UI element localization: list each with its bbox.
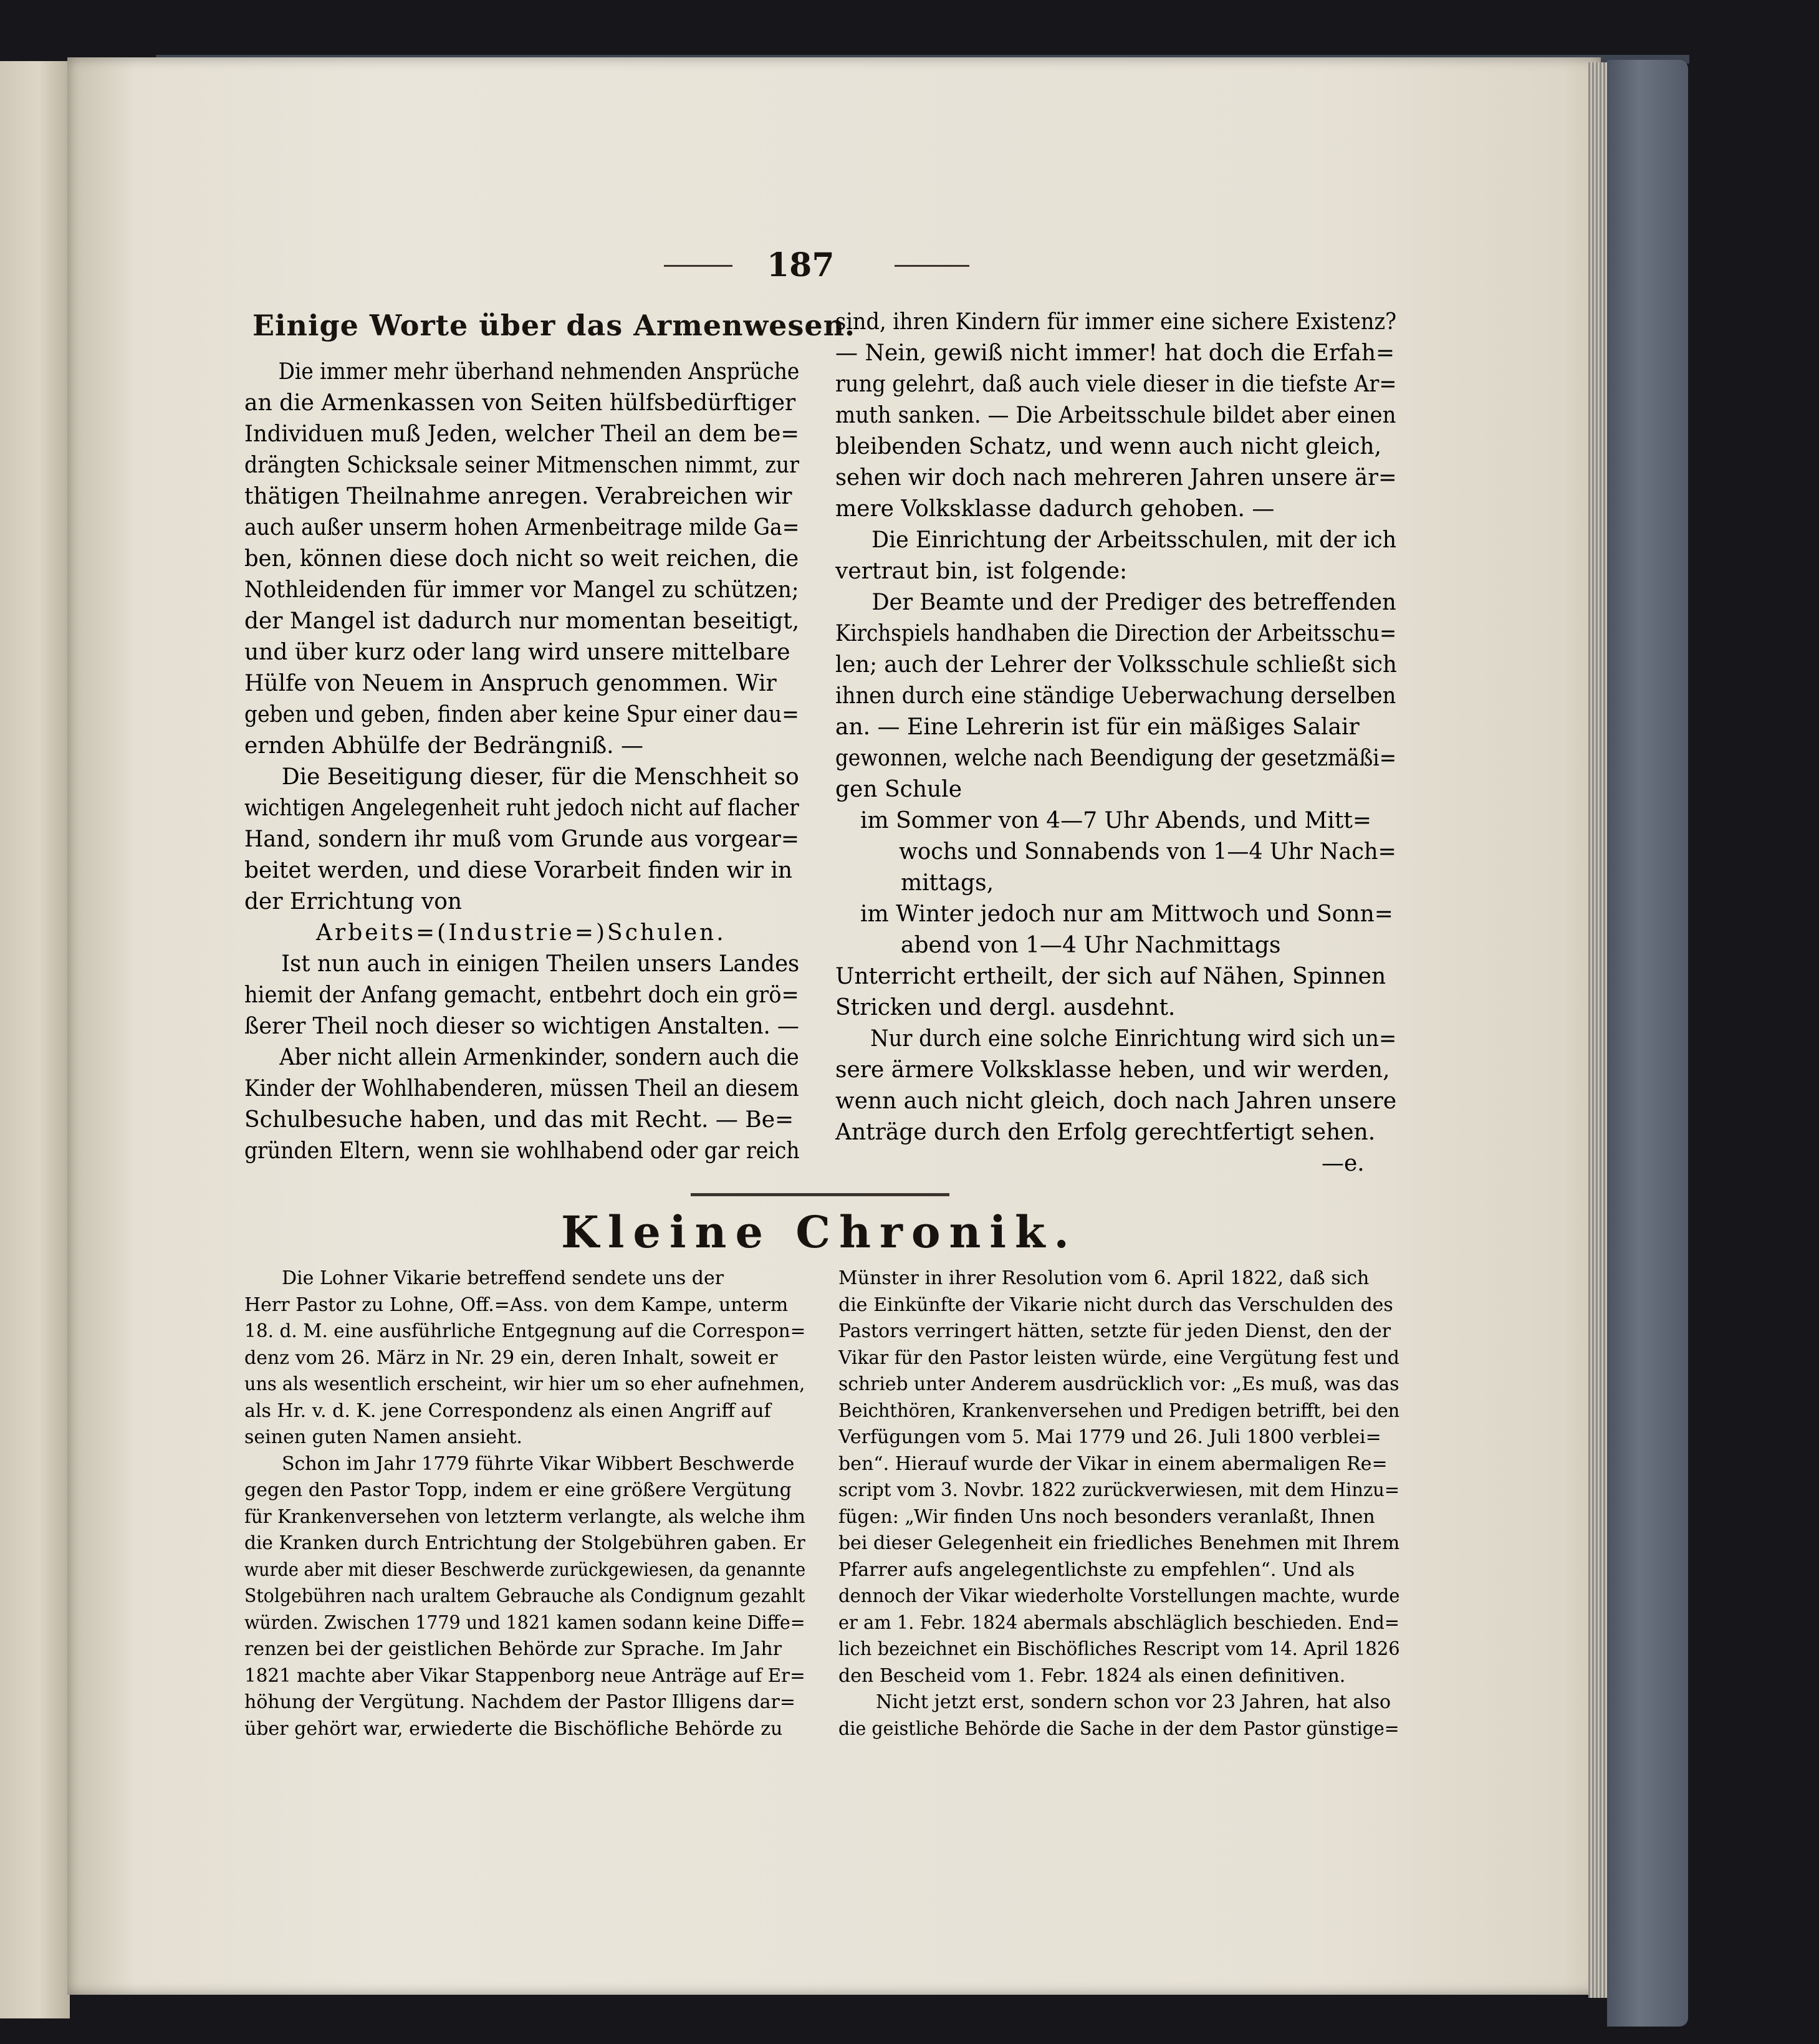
text-line: Münster in ihrer Resolution vom 6. April 1822, daß sich xyxy=(838,1267,1370,1289)
text-line: Individuen muß Jeden, welcher Theil an dem be= xyxy=(244,421,800,447)
text-line: — Nein, gewiß nicht immer! hat doch die Erfah= xyxy=(835,340,1395,366)
text-line: muth sanken. — Die Arbeitsschule bildet aber einen xyxy=(835,403,1396,428)
schedule-line: im Sommer von 4—7 Uhr Abends, und Mitt= xyxy=(860,808,1372,833)
text-line: gründen Eltern, wenn sie wohlhabend oder gar reich xyxy=(244,1138,800,1164)
text-line: Pfarrer aufs angelegentlichste zu empfehlen“. Und als xyxy=(838,1558,1355,1581)
text-line: vertraut bin, ist folgende: xyxy=(835,559,1128,584)
text-line: die Kranken durch Entrichtung der Stolgebühren gaben. Er xyxy=(244,1532,805,1554)
text-line: Ist nun auch in einigen Theilen unsers Landes xyxy=(281,951,800,977)
text-line: gen Schule xyxy=(835,777,962,802)
text-line: Vikar für den Pastor leisten würde, eine Vergütung fest und xyxy=(838,1346,1399,1369)
section-heading: Arbeits=(Industrie=)Schulen. xyxy=(316,920,726,946)
text-line: Hand, sondern ihr muß vom Grunde aus vorgear= xyxy=(244,827,799,852)
text-line: beitet werden, und diese Vorarbeit finden wir in xyxy=(244,858,793,883)
text-line: über gehört war, erwiederte die Bischöfliche Behörde zu xyxy=(244,1717,783,1740)
text-line: ihnen durch eine ständige Ueberwachung derselben xyxy=(835,683,1396,709)
text-line: Schulbesuche haben, und das mit Recht. — Be= xyxy=(244,1107,794,1133)
text-line: Unterricht ertheilt, der sich auf Nähen, Spinnen xyxy=(835,964,1386,989)
book-cover xyxy=(1607,60,1688,2027)
text-line: Nur durch eine solche Einrichtung wird sich un= xyxy=(870,1026,1397,1052)
text-line: die Einkünfte der Vikarie nicht durch das Verschulden des xyxy=(838,1293,1393,1316)
chronicle-title: Kleine Chronik. xyxy=(561,1206,1078,1258)
text-line: ernden Abhülfe der Bedrängniß. — xyxy=(244,733,644,759)
text-line: er am 1. Febr. 1824 abermals abschläglich beschieden. End= xyxy=(838,1611,1400,1634)
text-line: geben und geben, finden aber keine Spur einer dau= xyxy=(244,702,799,727)
article2-right-column xyxy=(838,1265,1399,1742)
text-line: lich bezeichnet ein Bischöfliches Rescript vom 14. April 1826 xyxy=(838,1638,1400,1660)
text-line: Kinder der Wohlhabenderen, müssen Theil an diesem xyxy=(244,1076,799,1101)
text-line: hiemit der Anfang gemacht, entbehrt doch ein grö= xyxy=(244,982,799,1008)
text-line: bei dieser Gelegenheit ein friedliches Benehmen mit Ihrem xyxy=(838,1532,1400,1554)
text-line: rung gelehrt, daß auch viele dieser in die tiefste Ar= xyxy=(835,372,1397,397)
article1-left-column xyxy=(244,357,799,1167)
text-line: Pastors verringert hätten, setzte für jeden Dienst, den der xyxy=(838,1320,1391,1342)
page-number: 187 xyxy=(767,246,835,284)
text-line: denz vom 26. März in Nr. 29 ein, deren Inhalt, soweit er xyxy=(244,1346,778,1369)
schedule-line: wochs und Sonnabends von 1—4 Uhr Nach= xyxy=(899,839,1396,865)
schedule-line: im Winter jedoch nur am Mittwoch und Sonn= xyxy=(860,901,1393,927)
text-line: gegen den Pastor Topp, indem er eine größere Vergütung xyxy=(244,1479,792,1501)
text-line: Nicht jetzt erst, sondern schon vor 23 Jahren, hat also xyxy=(876,1691,1391,1713)
text-line: den Bescheid vom 1. Febr. 1824 als einen definitiven. xyxy=(838,1664,1346,1687)
text-line: Stricken und dergl. ausdehnt. xyxy=(835,995,1176,1020)
text-line: für Krankenversehen von letzterm verlangte, als welche ihm xyxy=(244,1505,805,1528)
text-line: uns als wesentlich erscheint, wir hier um so eher aufnehmen, xyxy=(244,1373,805,1395)
text-line: Die Beseitigung dieser, für die Menschheit so xyxy=(281,764,799,790)
text-line: ßerer Theil noch dieser so wichtigen Anstalten. — xyxy=(244,1014,799,1039)
text-line: seinen guten Namen ansieht. xyxy=(244,1426,522,1448)
text-line: sind, ihren Kindern für immer eine sichere Existenz? xyxy=(835,309,1397,335)
article-title: Einige Worte über das Armenwesen. xyxy=(252,309,856,342)
text-line: ben“. Hierauf wurde der Vikar in einem abermaligen Re= xyxy=(838,1452,1388,1475)
text-line: würden. Zwischen 1779 und 1821 kamen sodann keine Diffe= xyxy=(244,1611,805,1634)
text-line: sehen wir doch nach mehreren Jahren unsere är= xyxy=(835,465,1397,491)
text-line: der Mangel ist dadurch nur momentan beseitigt, xyxy=(244,608,800,634)
text-line: Anträge durch den Erfolg gerechtfertigt sehen. xyxy=(835,1120,1376,1145)
text-line: Herr Pastor zu Lohne, Off.=Ass. von dem Kampe, unterm xyxy=(244,1293,789,1316)
text-line: fügen: „Wir finden Uns noch besonders veranlaßt, Ihnen xyxy=(838,1505,1375,1528)
section-divider xyxy=(691,1193,949,1196)
text-line: drängten Schicksale seiner Mitmenschen nimmt, zur xyxy=(244,453,800,478)
article2-left-column xyxy=(244,1265,805,1742)
text-line: wenn auch nicht gleich, doch nach Jahren unsere xyxy=(835,1088,1397,1114)
text-line: Stolgebühren nach uraltem Gebrauche als Condignum gezahlt xyxy=(244,1585,805,1607)
text-line: Verfügungen vom 5. Mai 1779 und 26. Juli 1800 verblei= xyxy=(838,1426,1381,1448)
schedule-line: mittags, xyxy=(901,870,994,896)
text-line: höhung der Vergütung. Nachdem der Pastor Illigens dar= xyxy=(244,1691,795,1713)
text-line: script vom 3. Novbr. 1822 zurückverwiesen, mit dem Hinzu= xyxy=(838,1479,1400,1501)
article-signature: —e. xyxy=(1322,1151,1365,1176)
text-line: gewonnen, welche nach Beendigung der gesetzmäßi= xyxy=(835,746,1397,771)
text-line: Der Beamte und der Prediger des betreffenden xyxy=(871,590,1396,615)
text-line: auch außer unserm hohen Armenbeitrage milde Ga= xyxy=(244,515,800,540)
text-line: len; auch der Lehrer der Volksschule schließt sich xyxy=(835,652,1397,678)
page-block-edge xyxy=(1588,62,1610,1998)
text-line: 1821 machte aber Vikar Stappenborg neue Anträge auf Er= xyxy=(244,1664,805,1687)
text-line: die geistliche Behörde die Sache in der dem Pastor günstige= xyxy=(838,1717,1399,1740)
text-line: renzen bei der geistlichen Behörde zur Sprache. Im Jahr xyxy=(244,1638,782,1660)
text-line: mere Volksklasse dadurch gehoben. — xyxy=(835,496,1275,522)
text-line: als Hr. v. d. K. jene Correspondenz als einen Angriff auf xyxy=(244,1399,771,1422)
schedule-line: abend von 1—4 Uhr Nachmittags xyxy=(901,933,1281,958)
page-number-rule-right xyxy=(895,265,969,267)
page-number-rule-left xyxy=(664,265,732,267)
text-line: sere ärmere Volksklasse heben, und wir werden, xyxy=(835,1057,1390,1083)
text-line: Kirchspiels handhaben die Direction der Arbeitsschu= xyxy=(835,621,1397,646)
text-line: und über kurz oder lang wird unsere mittelbare xyxy=(244,640,790,665)
text-line: wurde aber mit dieser Beschwerde zurückgewiesen, da genannte xyxy=(244,1558,806,1581)
text-line: thätigen Theilnahme anregen. Verabreichen wir xyxy=(244,484,792,509)
text-line: 18. d. M. eine ausführliche Entgegnung auf die Correspon= xyxy=(244,1320,806,1342)
left-page-edge xyxy=(0,61,70,2018)
text-line: Nothleidenden für immer vor Mangel zu schützen; xyxy=(244,577,799,603)
article1-right-column xyxy=(835,307,1396,1179)
text-line: Die Lohner Vikarie betreffend sendete uns der xyxy=(282,1267,724,1289)
text-line: an die Armenkassen von Seiten hülfsbedürftiger xyxy=(244,390,796,416)
text-line: dennoch der Vikar wiederholte Vorstellungen machte, wurde xyxy=(838,1585,1400,1607)
text-line: Die Einrichtung der Arbeitsschulen, mit der ich xyxy=(871,527,1397,553)
text-line: Schon im Jahr 1779 führte Vikar Wibbert Beschwerde xyxy=(282,1452,795,1475)
text-line: Die immer mehr überhand nehmenden Ansprüche xyxy=(278,359,800,385)
text-line: Beichthören, Krankenversehen und Predigen betrifft, bei den xyxy=(838,1399,1400,1422)
text-line: ben, können diese doch nicht so weit reichen, die xyxy=(244,546,799,572)
text-line: wichtigen Angelegenheit ruht jedoch nicht auf flacher xyxy=(244,795,799,821)
text-line: schrieb unter Anderem ausdrücklich vor: „Es muß, was das xyxy=(838,1373,1399,1395)
text-line: Aber nicht allein Armenkinder, sondern auch die xyxy=(279,1045,799,1070)
text-line: an. — Eine Lehrerin ist für ein mäßiges Salair xyxy=(835,714,1360,740)
text-line: Hülfe von Neuem in Anspruch genommen. Wir xyxy=(244,671,777,696)
text-line: der Errichtung von xyxy=(244,889,463,914)
text-line: bleibenden Schatz, und wenn auch nicht gleich, xyxy=(835,434,1382,459)
